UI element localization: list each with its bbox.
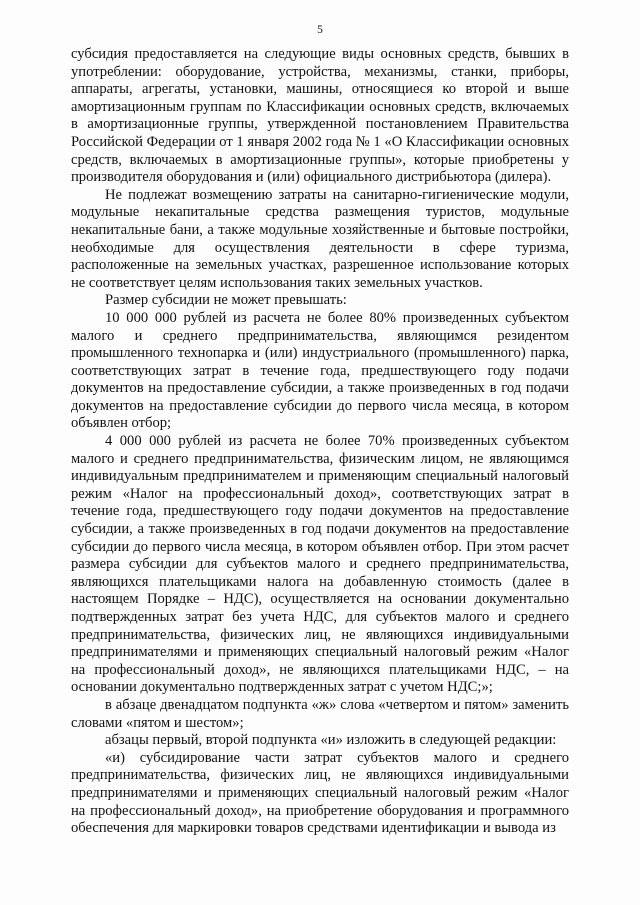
paragraph-amendment-i-intro: абзацы первый, второй подпункта «и» изложить в следующей редакции:	[105, 732, 557, 749]
document-body	[71, 46, 569, 838]
paragraph-amendment-i-text: «и) субсидирование части затрат субъектов малого и среднего предпринимательства, физических лиц, не являющихся индивидуальными предпринимателями и применяющих специальный налоговый режим «Налог на профессиональный доход», на приобретение оборудования и программного обеспечения для маркировки товаров средствами идентификации и вывода из	[71, 749, 569, 837]
paragraph-subsidy-limit-intro: Размер субсидии не может превышать:	[105, 292, 347, 309]
paragraph-subsidy-limit-4m: 4 000 000 рублей из расчета не более 70% произведенных субъектом малого и среднего предпринимательства, физическим лицом, не являющимся индивидуальным предпринимателем и применяющим специальный налоговый режим «Налог на профессиональный доход», соответствующих затрат в течение года, предшествующего году подачи документов на предоставление субсидии, а также произведенных в год подачи документов на предоставление субсидии до первого числа месяца, в котором объявлен отбор. При этом расчет размера субсидии для субъектов малого и среднего предпринимательства, являющихся плательщиками налога на добавленную стоимость (далее в настоящем Порядке – НДС), осуществляется на основании документально подтвержденных затрат без учета НДС, для субъектов малого и среднего предпринимательства, физических лиц, не являющихся индивидуальными предпринимателями и применяющих специальный налоговый режим «Налог на профессиональный доход», не являющихся плательщиками НДС, – на основании документально подтвержденных затрат с учетом НДС;»;	[71, 433, 569, 696]
paragraph-equipment-types: субсидия предоставляется на следующие виды основных средств, бывших в употреблении: оборудование, устройства, механизмы, станки, приборы, аппараты, агрегаты, установки, машины, относящиеся ко второй и выше амортизационным группам по Классификации основных средств, включаемых в амортизационные группы, утвержденной постановлением Правительства Российской Федерации от 1 января 2002 года № 1 «О Классификации основных средств, включаемых в амортизационные группы», которые приобретены у производителя оборудования и (или) официального дистрибьютора (дилера).	[71, 46, 569, 186]
paragraph-non-reimbursable-costs: Не подлежат возмещению затраты на санитарно-гигиенические модули, модульные некапитальные средства размещения туристов, модульные некапитальные бани, а также модульные хозяйственные и бытовые постройки, необходимые для осуществления деятельности в сфере туризма, расположенные на земельных участках, разрешенное использование которых не соответствует целям использования таких земельных участков.	[71, 186, 569, 291]
paragraph-subsidy-limit-10m: 10 000 000 рублей из расчета не более 80% произведенных субъектом малого и среднего предпринимательства, являющимся резидентом промышленного технопарка и (или) индустриального (промышленного) парка, соответствующих затрат в течение года, предшествующего году подачи документов на предоставление субсидии, а также произведенных в год подачи документов на предоставление субсидии до первого числа месяца, в котором объявлен отбор;	[71, 309, 569, 432]
page-number: 5	[317, 24, 323, 36]
paragraph-amendment-zh: в абзаце двенадцатом подпункта «ж» слова «четвертом и пятом» заменить словами «пятом и шестом»;	[71, 696, 569, 731]
